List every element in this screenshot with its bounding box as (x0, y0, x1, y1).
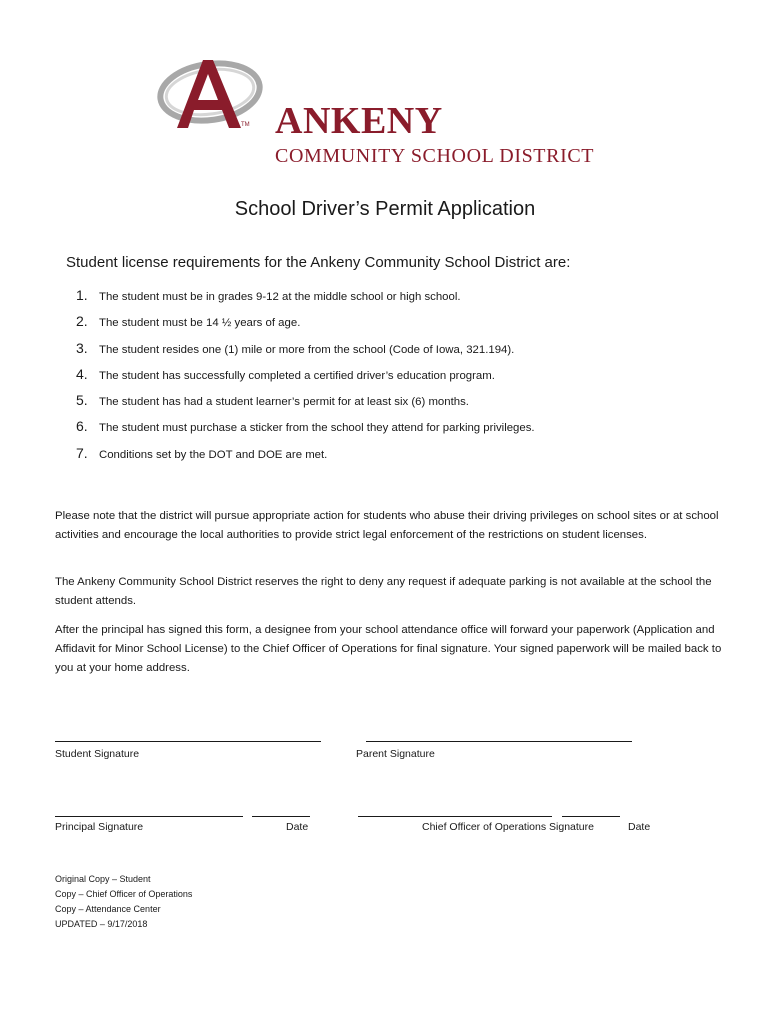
trademark-text: TM (241, 122, 250, 128)
list-item (76, 392, 535, 418)
district-logo (155, 50, 620, 170)
list-item-number: 3. (76, 339, 88, 356)
list-item (76, 418, 535, 444)
list-item-number: 2. (76, 313, 88, 330)
principal-signature-line[interactable] (55, 816, 243, 817)
principal-signature-label: Principal Signature (55, 821, 144, 833)
student-signature-label: Student Signature (55, 748, 140, 760)
list-item-text: The student has successfully completed a certified driver’s education program. (99, 369, 495, 382)
paragraph-parking: The Ankeny Community School District reserves the right to deny any request if adequate parking is not available at the school the student attends. (55, 576, 712, 607)
paragraph-enforcement: Please note that the district will pursue appropriate action for students who abuse their driving privileges on school sites or at school activities and encourage the local authorities to provide strict legal enforcement of the restrictions on student licenses. (55, 510, 719, 541)
list-item-number: 5. (76, 392, 88, 409)
distribution-footer (55, 872, 192, 932)
chief-date-line[interactable] (562, 816, 620, 817)
footer-line: Copy – Attendance Center (55, 904, 161, 914)
footer-updated: UPDATED – 9/17/2018 (55, 919, 148, 929)
footer-line: Copy – Chief Officer of Operations (55, 889, 193, 899)
list-item-number: 4. (76, 365, 88, 382)
list-item-text: The student resides one (1) mile or more from the school (Code of Iowa, 321.194). (99, 343, 515, 356)
list-item (76, 445, 535, 471)
list-item-text: The student must purchase a sticker from the school they attend for parking privileges. (99, 422, 535, 435)
list-item (76, 313, 535, 339)
footer-line: Original Copy – Student (55, 874, 151, 884)
parent-signature-label: Parent Signature (356, 748, 435, 760)
list-item-number: 1. (76, 287, 88, 303)
paragraph-process: After the principal has signed this form, a designee from your school attendance office will forward your paperwork (Application and Affidavit for Minor School License) to the Chief Officer of Operations for final signature. Your signed paperwork will be mailed back to you at your home address. (55, 624, 722, 674)
list-item-text: The student must be 14 ½ years of age. (99, 317, 301, 330)
chief-signature-line[interactable] (358, 816, 552, 817)
page-title: School Driver’s Permit Application (234, 198, 536, 220)
chief-signature-label: Chief Officer of Operations Signature (422, 821, 594, 833)
list-item-number: 7. (76, 444, 88, 461)
list-item-text: The student must be in grades 9-12 at the middle school or high school. (99, 291, 461, 303)
student-signature-line[interactable] (55, 741, 321, 742)
district-logo-mark-icon (155, 50, 275, 145)
principal-date-line[interactable] (252, 816, 310, 817)
principal-date-label: Date (286, 821, 309, 833)
chief-date-label: Date (628, 821, 651, 833)
parent-signature-line[interactable] (366, 741, 632, 742)
logo-name-line2: COMMUNITY SCHOOL DISTRICT (275, 145, 595, 167)
requirements-list (76, 287, 535, 471)
list-item-number: 6. (76, 418, 88, 435)
list-item (76, 366, 535, 392)
list-item (76, 287, 535, 313)
logo-name-line1: ANKENY (275, 100, 443, 142)
list-item-text: Conditions set by the DOT and DOE are met. (99, 448, 328, 461)
requirements-heading: Student license requirements for the Ankeny Community School District are: (66, 254, 571, 271)
list-item (76, 340, 535, 366)
list-item-text: The student has had a student learner’s permit for at least six (6) months. (99, 396, 469, 409)
